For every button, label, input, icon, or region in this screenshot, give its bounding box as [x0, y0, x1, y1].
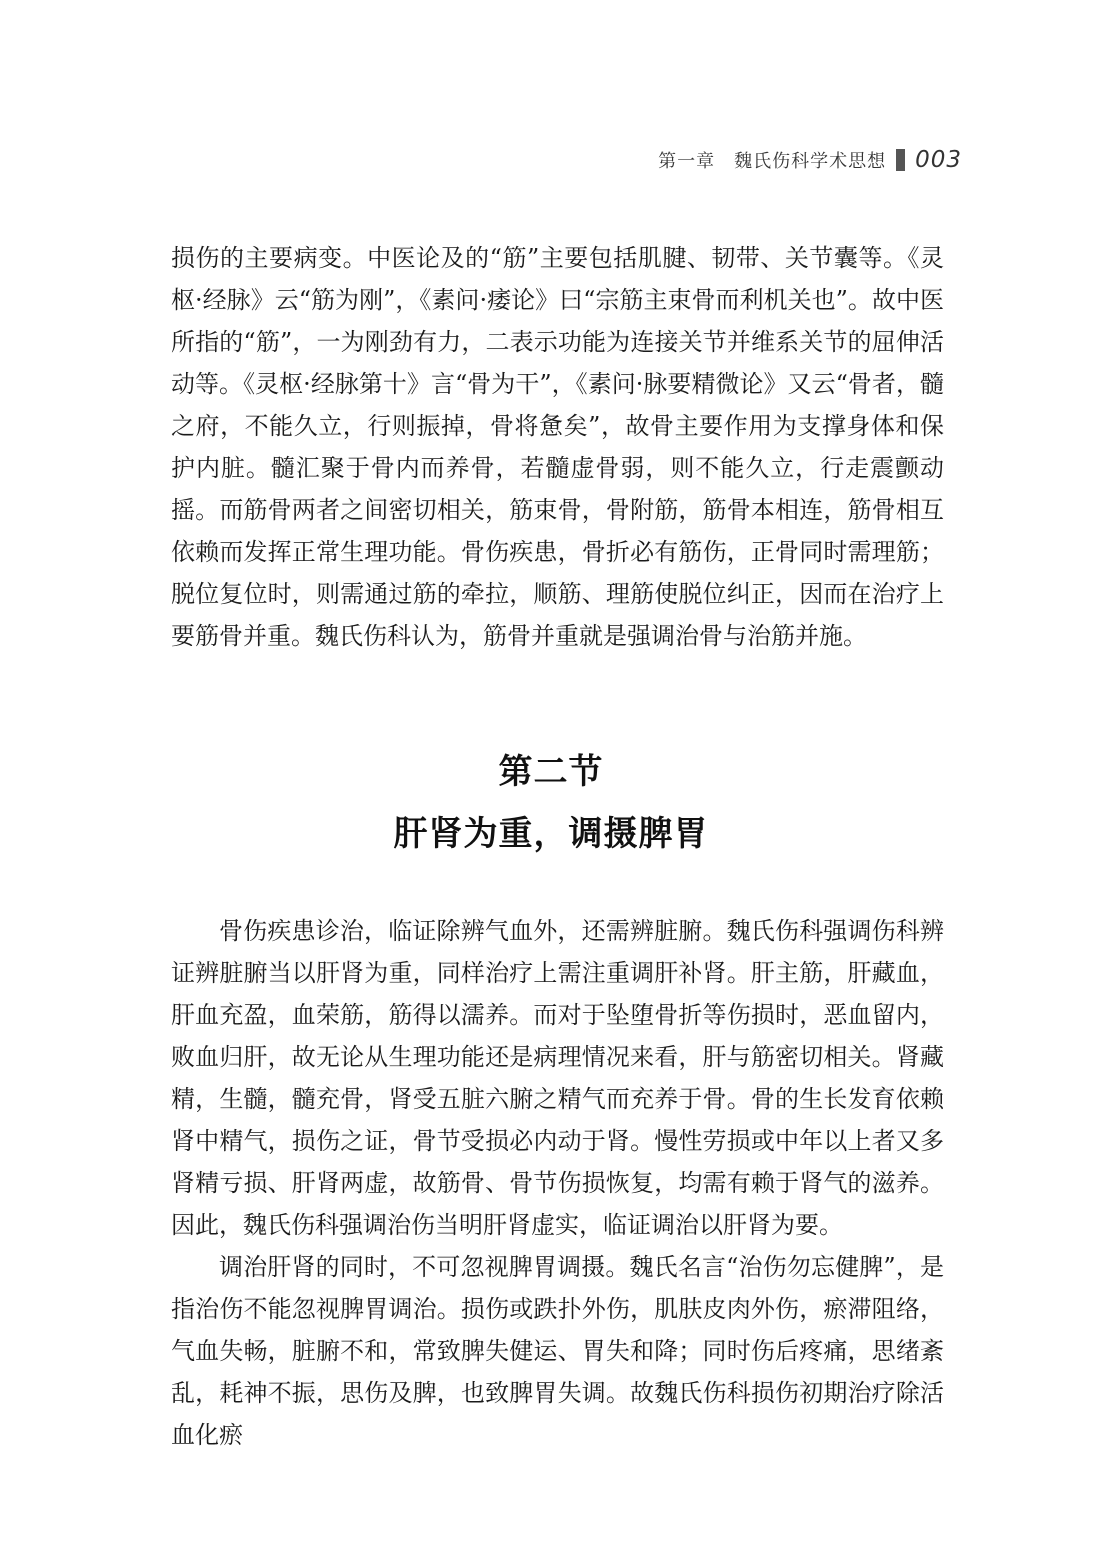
body-text-section	[171, 910, 944, 1456]
page-number: 003	[915, 147, 962, 173]
paragraph-continued: 损伤的主要病变。中医论及的“筋”主要包括肌腱、韧带、关节囊等。《灵枢·经脉》云“筋为刚”，《素问·痿论》曰“宗筋主束骨而利机关也”。故中医所指的“筋”，一为刚劲有力，二表示功能为连接关节并维系关节的屈伸活动等。《灵枢·经脉第十》言“骨为干”，《素问·脉要精微论》又云“骨者，髓之府，不能久立，行则振掉，骨将惫矣”，故骨主要作用为支撑身体和保护内脏。髓汇聚于骨内而养骨，若髓虚骨弱，则不能久立，行走震颤动摇。而筋骨两者之间密切相关，筋束骨，骨附筋，筋骨本相连，筋骨相互依赖而发挥正常生理功能。骨伤疾患，骨折必有筋伤，正骨同时需理筋；脱位复位时，则需通过筋的牵拉，顺筋、理筋使脱位纠正，因而在治疗上要筋骨并重。魏氏伤科认为，筋骨并重就是强调治骨与治筋并施。	[171, 244, 944, 650]
chapter-title: 第一章 魏氏伤科学术思想	[658, 151, 887, 172]
body-text-continued	[171, 237, 944, 657]
section-title: 肝肾为重，调摄脾胃	[393, 814, 709, 854]
header-divider-bar	[896, 149, 905, 171]
section-number: 第二节	[498, 752, 604, 792]
paragraph: 调治肝肾的同时，不可忽视脾胃调摄。魏氏名言“治伤勿忘健脾”，是指治伤不能忽视脾胃调治。损伤或跌扑外伤，肌肤皮肉外伤，瘀滞阻络，气血失畅，脏腑不和，常致脾失健运、胃失和降；同时伤后疼痛，思绪紊乱，耗神不振，思伤及脾，也致脾胃失调。故魏氏伤科损伤初期治疗除活血化瘀	[171, 1253, 944, 1449]
running-header	[658, 143, 962, 177]
paragraph: 骨伤疾患诊治，临证除辨气血外，还需辨脏腑。魏氏伤科强调伤科辨证辨脏腑当以肝肾为重，同样治疗上需注重调肝补肾。肝主筋，肝藏血，肝血充盈，血荣筋，筋得以濡养。而对于坠堕骨折等伤损时，恶血留内，败血归肝，故无论从生理功能还是病理情况来看，肝与筋密切相关。肾藏精，生髓，髓充骨，肾受五脏六腑之精气而充养于骨。骨的生长发育依赖肾中精气，损伤之证，骨节受损必内动于肾。慢性劳损或中年以上者又多肾精亏损、肝肾两虚，故筋骨、骨节伤损恢复，均需有赖于肾气的滋养。因此，魏氏伤科强调治伤当明肝肾虚实，临证调治以肝肾为要。	[171, 917, 944, 1239]
